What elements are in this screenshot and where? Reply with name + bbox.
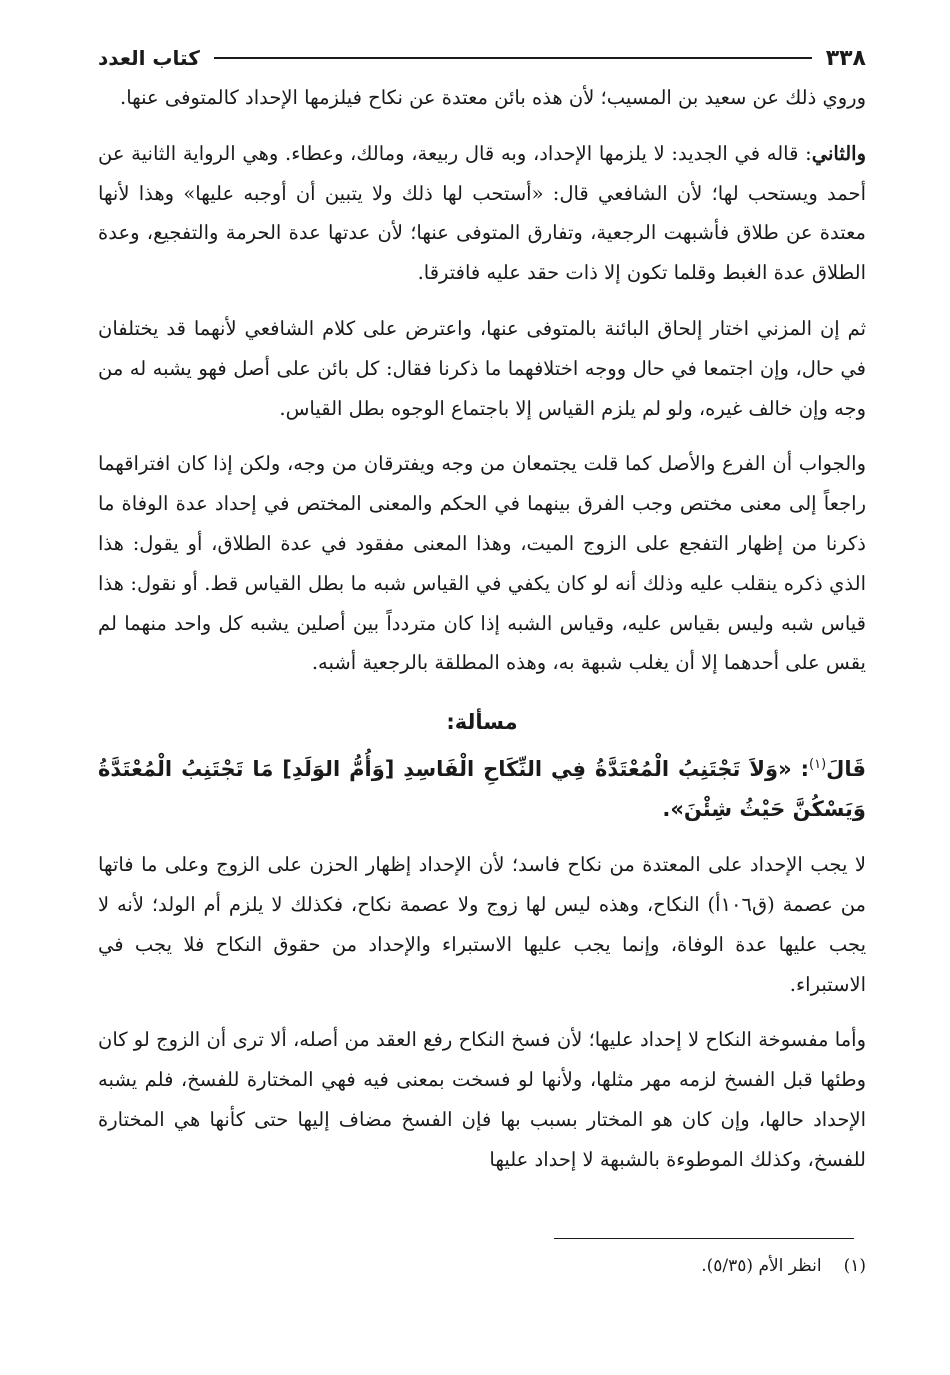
footnote-ref[interactable]: (١) [809,757,827,773]
paragraph-4: والجواب أن الفرع والأصل كما قلت يجتمعان من وجه ويفترقان من وجه، ولكن إذا كان افتراقهما راجعاً إلى معنى مختص وجب الفرق بينهما في الحكم والمعنى المختص في إحداد عدة الوفاة ما ذكرنا من إظهار التفجع على الزوج الميت، وهذا المعنى مفقود في عدة الطلاق، أو يقول: هذا الذي ذكره ينقلب عليه وذلك أنه لو كان يكفي في القياس شبه ما بطل القياس قط. أو نقول: هذا قياس شبه وليس بقياس عليه، وقياس الشبه إذا كان متردداً بين أصلين يشبه كل واحد منهما لم يقس على أحدهما إلا أن يغلب شبهة به، وهذه المطلقة بالرجعية أشبه. [98,452,866,675]
quote-prefix: قَالَ [826,757,866,782]
page-header [98,38,866,78]
paragraph-1: وروي ذلك عن سعيد بن المسيب؛ لأن هذه بائن معتدة عن نكاح فيلزمها الإحداد كالمتوفى عنها. [120,86,866,109]
paragraph-6: وأما مفسوخة النكاح لا إحداد عليها؛ لأن فسخ النكاح رفع العقد من أصله، ألا ترى أن الزوج لو كان وطئها قبل الفسخ لزمه مهر مثلها، ولأنها لو فسخت بمعنى فيه فهي المختارة للفسخ، فلم يشبه الإحداد حالها، وإن كان هو المختار بسبب بها فإن الفسخ مضاف إليها حتى كأنها هي المختارة للفسخ، وكذلك الموطوءة بالشبهة لا إحداد عليها [98,1028,866,1171]
footnote-text: انظر الأم (٥/٣٥). [701,1256,822,1276]
quote-body: : «وَلاَ تَجْتَنِبُ الْمُعْتَدَّةُ فِي النِّكَاحِ الْفَاسِدِ [وَأُمُّ الوَلَدِ] مَا تَجْتَنِبُ الْمُعْتَدَّةُ وَيَسْكُنَّ حَيْثُ شِئْنَ». [98,757,866,822]
paragraph-3: ثم إن المزني اختار إلحاق البائنة بالمتوفى عنها، واعترض على كلام الشافعي لأنهما قد يختلفان في حال، وإن اجتمعا في حال ووجه اختلافهما ما ذكرنا فقال: كل بائن على أصل فهو يشبه له من وجه وإن خالف غيره، ولو لم يلزم القياس إلا باجتماع الوجوه بطل القياس. [98,316,866,420]
paragraph-2-lead: والثاني [811,141,866,165]
paragraph-5: لا يجب الإحداد على المعتدة من نكاح فاسد؛ لأن الإحداد إظهار الحزن على الزوج وعلى ما فاتها من عصمة (ق١٠٦أ) النكاح، وهذه ليس لها زوج ولا عصمة نكاح، فكذلك لا يلزم أم الولد؛ لأنه لا يجب عليها عدة الوفاة، وإنما يجب عليها الاستبراء والإحداد من حقوق النكاح فلا يجب في الاستبراء. [98,853,866,996]
paragraph-2 [98,134,866,293]
header-rule [214,57,812,59]
footnote-number: (١) [843,1256,866,1276]
quoted-text [98,745,866,829]
footnote-rule [554,1238,854,1239]
section-heading: مسألة: [446,710,518,735]
document-page [98,38,866,1180]
footnote [701,1253,866,1279]
paragraph-2-body: : قاله في الجديد: لا يلزمها الإحداد، وبه قال ربيعة، ومالك، وعطاء. وهي الرواية الثانية عن أحمد ويستحب لها؛ لأن الشافعي قال: «أستحب لها ذلك ولا يتبين أن أوجبه عليها» وهذا لأنها معتدة عن طلاق فأشبهت الرجعية، وتفارق المتوفى عنها؛ لأن عدتها عدة الحرمة والتفجيع، وعدة الطلاق عدة الغبط وقلما تكون إلا ذات حقد عليه فافترقا. [98,141,866,285]
book-title: كتاب العدد [98,46,200,70]
page-number: ٣٣٨ [825,45,866,71]
